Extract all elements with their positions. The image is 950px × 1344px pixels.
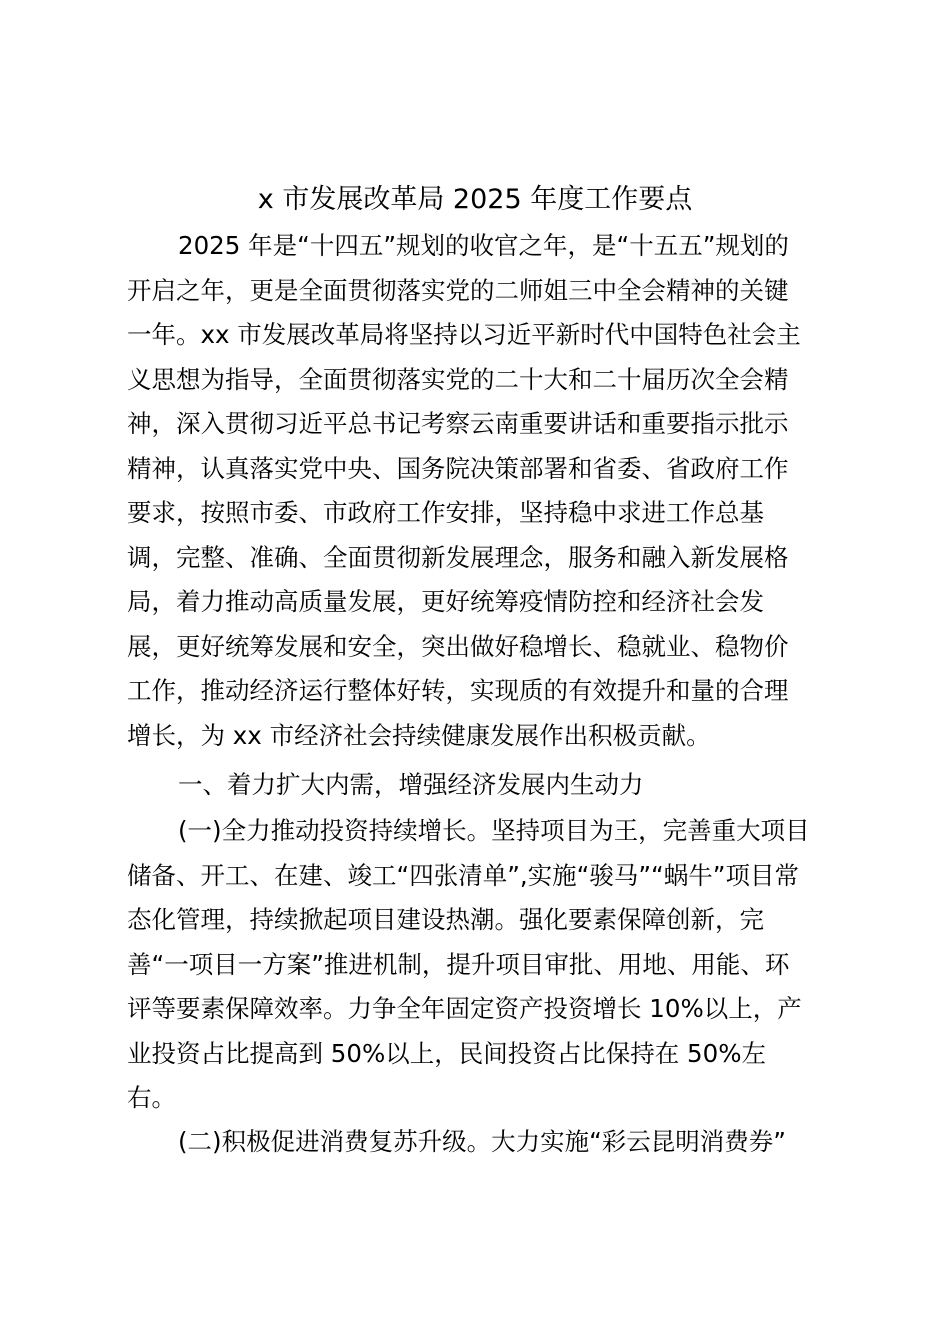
paragraph-line: 业投资占比提高到 50%以上，民间投资占比保持在 50%左	[127, 1038, 766, 1068]
paragraph-line: (二)积极促进消费复苏升级。大力实施“彩云昆明消费券”	[178, 1127, 786, 1156]
paragraph-line: 精神，认真落实党中央、国务院决策部署和省委、省政府工作	[127, 453, 789, 483]
paragraph-line: (一)全力推动投资持续增长。坚持项目为王，完善重大项目	[178, 816, 810, 845]
paragraph-line: 右。	[127, 1083, 176, 1112]
paragraph-line: 义思想为指导，全面贯彻落实党的二十大和二十届历次全会精	[127, 364, 789, 394]
paragraph-line: 调，完整、准确、全面贯彻新发展理念，服务和融入新发展格	[127, 542, 789, 572]
paragraph-line: 工作，推动经济运行整体好转，实现质的有效提升和量的合理	[127, 676, 789, 705]
document-title: x 市发展改革局 2025 年度工作要点	[257, 184, 693, 215]
paragraph-line: 2025 年是“十四五”规划的收官之年，是“十五五”规划的	[178, 231, 789, 260]
paragraph-line: 局，着力推动高质量发展，更好统筹疫情防控和经济社会发	[127, 587, 764, 616]
intro-paragraph	[127, 224, 839, 758]
paragraph-line: 一年。xx 市发展改革局将坚持以习近平新时代中国特色社会主	[127, 320, 801, 349]
paragraph-line: 态化管理，持续掀起项目建设热潮。强化要素保障创新，完	[127, 905, 764, 934]
section-heading-text: 一、着力扩大内需，增强经济发展内生动力	[178, 770, 644, 799]
paragraph-line: 开启之年，更是全面贯彻落实党的二师姐三中全会精神的关键	[127, 275, 789, 305]
paragraph-line: 评等要素保障效率。力争全年固定资产投资增长 10%以上，产	[127, 994, 802, 1023]
section-heading	[127, 763, 839, 808]
section-2-paragraph	[127, 1120, 839, 1165]
paragraph-line: 善“一项目一方案”推进机制，提升项目审批、用地、用能、环	[127, 949, 790, 979]
section-1-paragraph	[127, 809, 839, 1121]
paragraph-line: 神，深入贯彻习近平总书记考察云南重要讲话和重要指示批示	[127, 409, 789, 438]
paragraph-line: 要求，按照市委、市政府工作安排，坚持稳中求进工作总基	[127, 498, 764, 527]
paragraph-line: 展，更好统筹发展和安全，突出做好稳增长、稳就业、稳物价	[127, 631, 789, 661]
paragraph-line: 储备、开工、在建、竣工“四张清单”,实施“骏马”“蜗牛”项目常	[127, 860, 799, 890]
paragraph-line: 增长，为 xx 市经济社会持续健康发展作出积极贡献。	[127, 720, 711, 750]
